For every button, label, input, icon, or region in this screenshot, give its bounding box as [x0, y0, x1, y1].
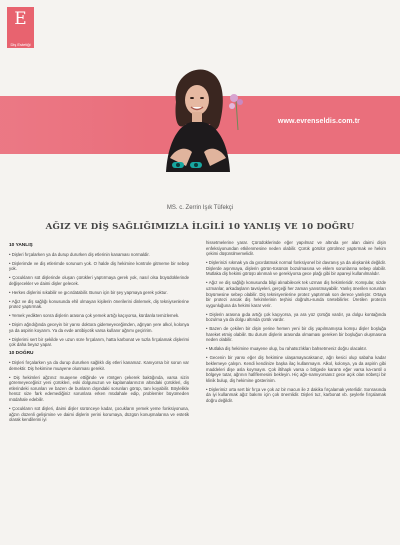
section-heading-right: 10 DOĞRU: [9, 351, 34, 357]
paragraph: • Yemek yedikten sonra dişlerin arasına çok yemek artığı kaçıyorsa, kürdanla temizlemek.: [9, 313, 180, 319]
paragraph: • Herkes dişlerini sıkabilir ve gıcırdatabilir. Bunun için bir şey yapmaya gerek yoktur.: [9, 289, 168, 295]
article-headline: AĞIZ VE DİŞ SAĞLIĞIMIZLA İLGİLİ 10 YANLIŞ VE 10 DOĞRU: [45, 222, 355, 232]
paragraph: • Çocukların süt dişleri, daimi dişler sürünceye kadar, çocukların yemek yeme fonksiyonuna, ağzın düzenli gelişimine ve daimi dişlerin yerini korumaya, düzgün konuşmalarına ve estetik olarak kendilerini iyi: [9, 405, 189, 423]
left-column: [9, 240, 189, 426]
paragraph: • Dişlerinizi sıkmak ya da gıcırdatmak normal fonksiyonel bir davranış ya da alışkanlık değildir. Dişlerde aşınmaya, dişlerin görün-tüsünün bozulmasına ve eklem sorunlarına sebep olabilir. Mutlaka diş hekimi görüşü alınmalı ve gerekiyorsa gece plağı gibi bir apareyi kullanılmalıdır.: [206, 260, 386, 277]
brand-logo: [7, 7, 34, 41]
author-byline: MS. c. Zerrin Işık Tüfekçi: [166, 205, 234, 211]
paragraph: • Ağız ve diş sağlığı konusunda bilgi alınabilecek tek uzman diş hekimleridir. Komşular, sizde uzmanlar, arkadaşların tavsiyeleri, gerçeği her zaman yansıtmayabilir. Yanlış önerilen sorunları büyümesine sebep olabilir. Diş teknisyenlerine protez yaptırmak son derece yanlıştır. Ortaya bir protezi ancak diş hekimlerinin teşhisi doğrultu-sunda üretebilirler. Üretilen protezin uygunluğuna da hekimi karar verir.: [206, 280, 386, 308]
paragraph: • Dişim ağrıdığında geceyin bir yarısı doktora gidemeyeceğimden, ağrıyan yere alkol, kolonya ya da aspirin koyarım. Ya da evde antibiyotik varsa kullanır ağrımı geçiririm.: [9, 322, 189, 333]
paragraph: • Mutlaka diş hekimine muayene olup, bu rahatsızlıkları bahsetmeniz doğru olacaktır.: [206, 346, 368, 352]
paragraph: • Dişlerimde ve diş etlerimde sorunum yok. O halde diş hekimine kontrole gitmeme bir sebep yok.: [9, 260, 189, 272]
paragraph: • Dişlerimi sert bir şekilde ve uzun süre fırçalarım, hatta karbonat ve tuzla fırçalamak dişlerimi çok daha beyaz yapar.: [9, 336, 189, 348]
paragraph: • Diş hekimleri ağzınız muayene ettiğinde ve röntgen çekerek baktığında, varsa sizin göremeyeceğiniz yeni çürükleri, eski dolgunuzun ve kaplamalarınızın altındaki çürükleri, diş etlerindeki sorunları ve bazen de bunların dışındaki sorunları görüp, tanı koyabilir. Böylelikle henüz size fark edemediğiniz sorunlara erken müdahale edip, problemler büyümeden müdahale edebilir.: [9, 374, 189, 402]
paragraph: • Çocukların süt dişlerinde oluşan çürükleri yaptırmaya gerek yok, nasıl olsa büyüdüklerinde değişecekler ve daimi dişler gelecek.: [9, 275, 189, 286]
website-url[interactable]: www.evrenseldis.com.tr: [277, 118, 360, 125]
flower-decoration: [226, 90, 246, 130]
paragraph: • Dişleri fırçalarken ya da durup dururken sağlıklı diş etleri kanamaz. Kanıyorsa bir sorun var demektir. Diş hekimine muayene olunması gerekir.: [9, 360, 189, 371]
header-band-fade-overlay: [0, 96, 150, 154]
paragraph: • Ağız ve diş sağlığı konusunda ehil olmayan kişilerin önerilerini dinlemek, diş tekniysenlerine protez yaptırmak.: [9, 298, 189, 310]
logo-caption: Diş Estetiği: [7, 41, 34, 48]
section-heading-wrong: 10 YANLIŞ: [9, 243, 33, 248]
paragraph: • Dişlerimiz orta sert bir fırça ve çok az bir macun ile 2 dakika fırçalamak yeterlidir. Sonrasında da iyi kullanmak ağız bakımı için çok önemlidir. Dişleri tuz, karbonat vb. şeylerle fırçalamak doğru değildir.: [206, 386, 386, 403]
paragraph: • Dişlerin arasına gıda artığı çok kaçıyorsa, ya ara yüz çürüğü vardır, ya dolgu kontağında bozulma ya da dolgu altında çürük vardır.: [206, 311, 386, 323]
paragraph: • Bazen de çekilen bir dişin yerine hemen yeni bir diş yapılmamışsa komşu dişler boşluğa hareket etmiş olabilir. Bu durum dişlerin arasında olmaması gereken bir boşluğun oluşmasına neden olabilir.: [206, 326, 386, 343]
right-column: [206, 240, 386, 407]
paragraph: • Gecenin bir yarısı eğer diş hekimine ulaşamayacaksanız, ağrı kesici olup sabaha kadar beklemeye çalışın. Kendi kendinize başka ilaç kullanmayın. Alkol, kolonya, ya da aspirin gibi maddeleri dişe asla koymayın. Çok iltihaplı varsa o bölgede karantı eğer varsa ka-rantil o bölgeye tutar, ağrının hafiflemesini bekleyin. Hiç ağrı-namıyorsanız gece açık olan nöbetçi bir klinik bulup, diş hekimine gösterinim.: [206, 355, 386, 383]
paragraph: • Dişleri fırçalarken ya da durup dururken diş etlerinin kanaması normaldir.: [9, 251, 150, 257]
logo-letter: E: [14, 9, 27, 29]
paragraph: hissetmelerine yarar. Çürüdüklerinde eğer yapılmaz ve altında yer alan daimi dişin enfeksiyonundan etkilenmesine neden olabilir. Çürük görülür görülmez yaptırmak ve hekim çekimi düşünülmemelidir.: [206, 240, 386, 257]
